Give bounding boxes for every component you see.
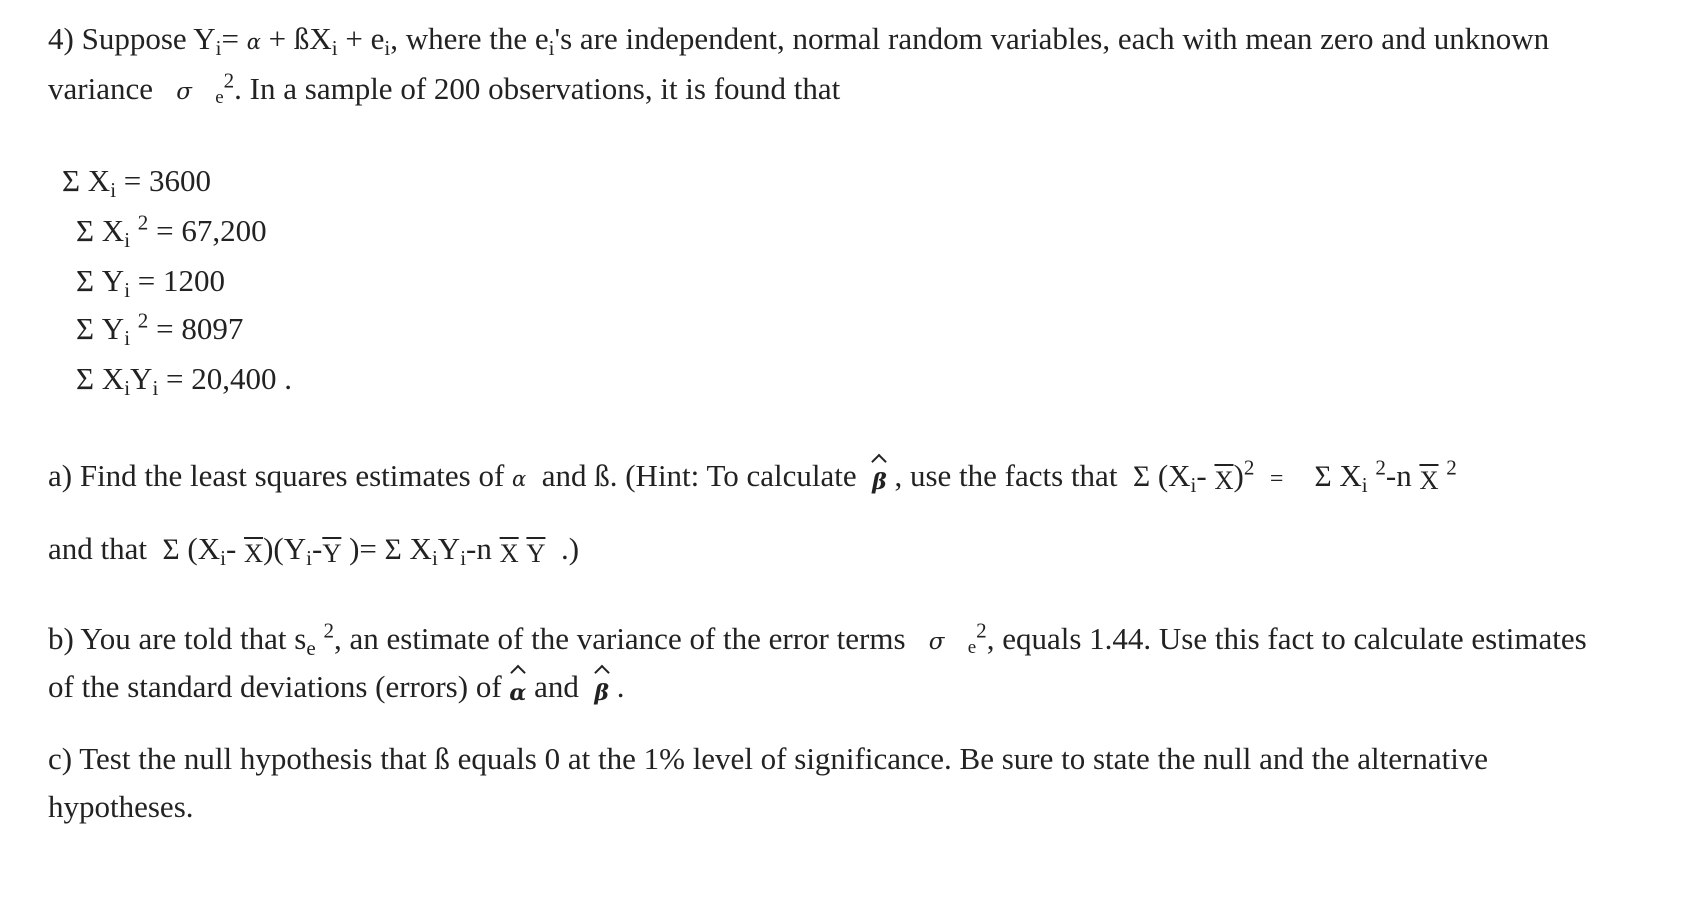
superscript-2: 2: [976, 618, 987, 643]
beta-hat-symbol: β: [594, 680, 609, 707]
sigma-symbol: σ: [928, 629, 945, 655]
alpha-hat-symbol: α: [509, 680, 527, 707]
superscript-2: 2: [1446, 455, 1457, 480]
sum-label: Σ X: [76, 213, 125, 248]
part-a-text: a) Find the least squares estimates of: [48, 458, 505, 493]
superscript-2: 2: [1243, 455, 1255, 480]
equals-sign: =: [1269, 466, 1284, 492]
sum-value: = 8097: [156, 311, 244, 346]
sum-value: = 67,200: [156, 213, 267, 248]
equals-sign: =: [221, 21, 239, 56]
e-subscript: e: [215, 86, 224, 108]
equals-sign: =: [359, 531, 377, 566]
sum-label: Σ X: [62, 163, 111, 198]
sigma-sum-symbol: Σ: [1314, 461, 1332, 493]
y-variable: Y: [130, 361, 153, 396]
superscript-2: 2: [323, 618, 334, 643]
intro-text: 's are independent, normal random variables, each with mean zero and unknown: [554, 21, 1550, 56]
y-bar: $\overline{Y}$: [526, 539, 546, 569]
sum-x: [62, 162, 212, 202]
sum-x-squared: [76, 210, 267, 252]
beta-hat-symbol: β: [872, 469, 887, 496]
part-b-text: , an estimate of the variance of the error terms: [333, 621, 906, 656]
intro-text: , where the e: [390, 21, 549, 56]
y-variable: Y: [283, 531, 307, 566]
part-b-text: b) You are told that s: [48, 621, 307, 656]
sigma-sum-symbol: Σ: [162, 534, 180, 566]
intro-line-2: [48, 70, 840, 110]
subscript-i: i: [110, 177, 117, 202]
superscript-2: 2: [137, 210, 149, 235]
y-bar: $\overline{Y}$: [322, 539, 342, 569]
subscript-i: i: [384, 35, 391, 60]
intro-text: + ßX: [268, 21, 332, 56]
x-variable: X: [1339, 458, 1362, 493]
sum-label: Σ Y: [76, 263, 125, 298]
sum-value: = 3600: [123, 163, 212, 198]
superscript-2: 2: [1375, 455, 1386, 480]
e-subscript: e: [306, 635, 316, 660]
y-variable: Y: [437, 531, 461, 566]
subscript-i: i: [1361, 472, 1368, 497]
part-b-line-2: [48, 668, 624, 707]
part-a-text: and that: [48, 531, 147, 566]
superscript-2: 2: [223, 68, 235, 93]
sigma-symbol: σ: [176, 79, 192, 105]
alpha-symbol: α: [512, 467, 527, 491]
part-a-line-2: and that Σ ($X_i-$ $\overline{X})(Y_i-\overline{Y}$ )= Σ $X_iY_i-n$ $\overline{X}$ $\overline{Y}$ .): [48, 531, 580, 570]
x-variable: X: [409, 531, 432, 566]
part-c-line-1: c) Test the null hypothesis that ß equals 0 at the 1% level of significance. Be sure to state the null and the alternative: [48, 741, 1489, 776]
intro-text: . In a sample of 200 observations, it is found that: [234, 71, 841, 106]
subscript-i: i: [460, 545, 467, 570]
intro-text: + e: [345, 21, 385, 56]
part-a-text: , use the facts that: [894, 458, 1118, 493]
e-subscript: e: [967, 636, 977, 658]
intro-line-1: [48, 20, 1550, 60]
sum-y: [76, 262, 226, 302]
part-b-line-1: [48, 620, 1587, 660]
sum-value: = 1200: [137, 263, 226, 298]
part-b-text: .: [616, 669, 625, 704]
subscript-i: i: [1190, 472, 1197, 497]
subscript-i: i: [215, 35, 222, 60]
subscript-i: i: [220, 545, 226, 570]
subscript-i: i: [331, 35, 338, 60]
superscript-2: 2: [137, 308, 149, 333]
x-bar: $\overline{X}$: [499, 539, 519, 569]
x-bar: $\overline{X}$: [1214, 466, 1234, 496]
subscript-i: i: [306, 545, 312, 570]
sigma-sum-symbol: Σ: [1132, 461, 1151, 493]
n-variable: n: [476, 531, 492, 566]
sum-xy: [76, 360, 293, 400]
part-a-text: and ß. (Hint: To calculate: [541, 458, 857, 493]
subscript-i: i: [548, 35, 555, 60]
sum-value: = 20,400 .: [166, 361, 293, 396]
intro-text: 4) Suppose Y: [48, 21, 216, 56]
subscript-i: i: [152, 375, 159, 400]
x-bar: $\overline{X}$: [244, 539, 264, 569]
part-b-text: , equals 1.44. Use this fact to calculate estimates: [986, 621, 1587, 656]
x-variable: X: [1168, 458, 1191, 493]
sum-label: Σ Y: [76, 311, 125, 346]
sigma-sum-symbol: Σ: [384, 534, 402, 566]
subscript-i: i: [124, 375, 131, 400]
subscript-i: i: [431, 545, 438, 570]
part-c-line-2: hypotheses.: [48, 789, 194, 824]
intro-text: variance: [48, 71, 153, 106]
x-variable: X: [197, 531, 221, 566]
part-b-text: and: [534, 669, 579, 704]
x-bar: $\overline{X}$: [1419, 466, 1439, 496]
sum-label: Σ X: [76, 361, 125, 396]
part-a-line-1: a) Find the least squares estimates of α and ß. (Hint: To calculate β , use the facts that Σ ($X_i-$ $\overline{X})^2$ = Σ $X_i$ $^2$-n $\overline{X}$ $^2$: [48, 455, 1457, 497]
subscript-i: i: [124, 227, 131, 252]
alpha-symbol: α: [246, 30, 261, 54]
subscript-i: i: [124, 277, 131, 302]
sum-y-squared: [76, 308, 244, 350]
subscript-i: i: [124, 325, 131, 350]
n-variable: n: [1396, 458, 1412, 493]
part-b-text: of the standard deviations (errors) of: [48, 669, 502, 704]
